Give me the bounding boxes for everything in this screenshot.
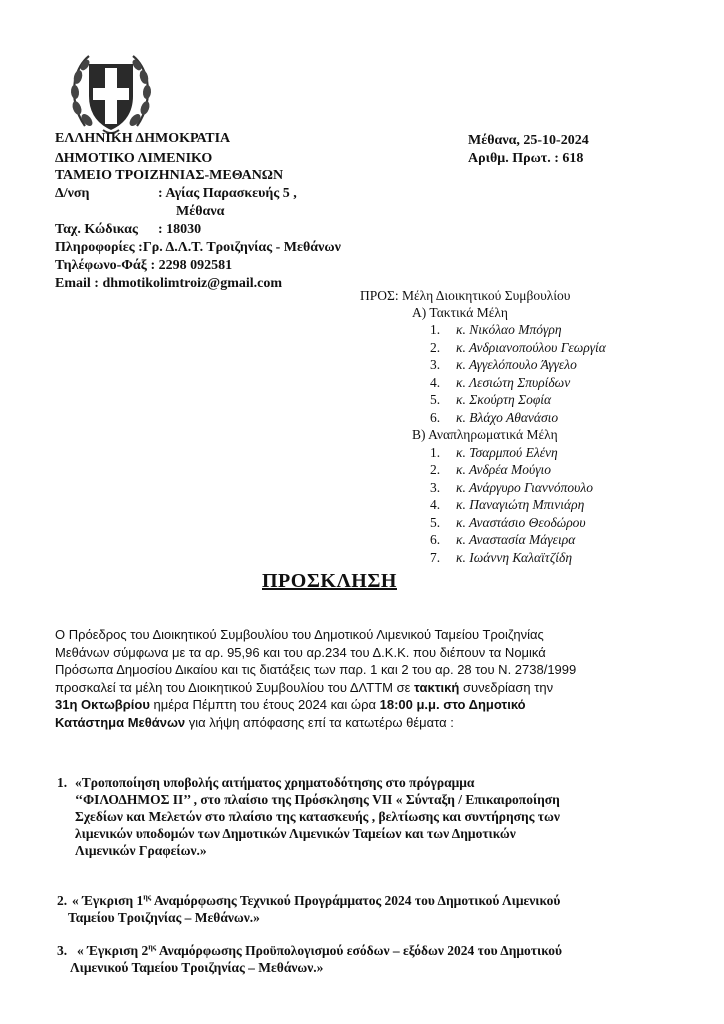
document-date: Μέθανα, 25-10-2024 bbox=[468, 133, 589, 148]
greek-coat-of-arms-emblem bbox=[65, 46, 157, 138]
agenda-item-line: Λιμενικού Ταμείου Τροιζηνίας – Μεθάνων.» bbox=[70, 960, 324, 975]
list-item: 3. κ. Ανάργυρο Γιαννόπουλο bbox=[430, 479, 593, 495]
body-line: Μεθάνων σύμφωνα με τα αρ. 95,96 και του αρ.234 του Δ.Κ.Κ. που διέπουν τα Νομικά bbox=[55, 644, 546, 660]
agenda-item-number: 1. bbox=[57, 775, 68, 790]
agenda-item-line: Λιμενικών Γραφείων.» bbox=[75, 843, 207, 858]
list-item: 4. κ. Παναγιώτη Μπινιάρη bbox=[430, 497, 585, 512]
body-line: προσκαλεί τα μέλη του Διοικητικού Συμβουλίου του ΔΛΤΤΜ σε τακτική συνεδρίαση την bbox=[55, 679, 554, 695]
body-line: Πρόσωπα Δημοσίου Δικαίου και τις διατάξεις των παρ. 1 και 2 του αρ. 28 του Ν. 2738/1999 bbox=[55, 662, 577, 677]
org-name-line: ΤΑΜΕΙΟ ΤΡΟΙΖΗΝΙΑΣ-ΜΕΘΑΝΩΝ bbox=[55, 168, 284, 183]
info-line: Πληροφορίες :Γρ. Δ.Λ.Τ. Τροιζηνίας - Μεθάνων bbox=[55, 240, 341, 255]
org-name-line: ΕΛΛΗΝΙΚΗ ΔΗΜΟΚΡΑΤΙΑ bbox=[55, 131, 231, 146]
email-line: Email : dhmotikolimtroiz@gmail.com bbox=[55, 276, 283, 291]
agenda-item-line: λιμενικών υποδομών των Δημοτικών Λιμενικών Ταμείων και των Δημοτικών bbox=[75, 826, 516, 841]
agenda-item-line: « Έγκριση $1^{\eta\varsigma}$ Αναμόρφωσης Τεχνικού Προγράμματος 2024 του Δημοτικού Λιμενικού bbox=[72, 892, 561, 908]
list-item: 3. κ. Αγγελόπουλο Άγγελο bbox=[430, 357, 577, 372]
list-item: 2. κ. Ανδρέα Μούγιο bbox=[430, 462, 552, 477]
postal-value: : 18030 bbox=[158, 222, 202, 237]
address-value: : Αγίας Παρασκευής 5 , bbox=[158, 186, 297, 201]
list-item: 5. κ. Αναστάσιο Θεοδώρου bbox=[430, 514, 586, 530]
list-item: 1. κ. Τσαρμπού Ελένη bbox=[430, 444, 558, 460]
org-name-line: ΔΗΜΟΤΙΚΟ ΛΙΜΕΝΙΚΟ bbox=[55, 151, 213, 166]
postal-label: Ταχ. Κώδικας bbox=[55, 222, 138, 237]
document-title: ΠΡΟΣΚΛΗΣΗ bbox=[262, 570, 397, 592]
agenda-item-line: ‘‘ΦΙΛΟΔΗΜΟΣ ΙΙ’’ , στο πλαίσιο της Πρόσκλησης VII « Σύνταξη / Επικαιροποίηση bbox=[75, 792, 560, 807]
list-item: 6. κ. Αναστασία Μάγειρα bbox=[430, 532, 576, 547]
body-line: Κατάστημα Μεθάνων για λήψη απόφασης επί τα κατωτέρω θέματα : bbox=[55, 714, 454, 730]
list-item: 5. κ. Σκούρτη Σοφία bbox=[430, 392, 552, 407]
agenda-item-line: Ταμείου Τροιζηνίας – Μεθάνων.» bbox=[68, 910, 260, 925]
agenda-item-number: 3. bbox=[57, 943, 68, 958]
body-line: Ο Πρόεδρος του Διοικητικού Συμβουλίου του Δημοτικού Λιμενικού Ταμείου Τροιζηνίας bbox=[55, 627, 544, 642]
list-item: 1. κ. Νικόλαο Μπόγρη bbox=[430, 322, 562, 337]
agenda-item-line: «Τροποποίηση υποβολής αιτήματος χρηματοδότησης στο πρόγραμμα bbox=[75, 775, 475, 790]
list-item: 7. κ. Ιωάννη Καλαϊτζίδη bbox=[430, 549, 573, 565]
agenda-item-number: 2. bbox=[57, 893, 68, 908]
phone-line: Τηλέφωνο-Φάξ : 2298 092581 bbox=[55, 258, 233, 273]
body-line: 31η Οκτωβρίου ημέρα Πέμπτη του έτους 2024 και ώρα 18:00 μ.μ. στο Δημοτικό bbox=[55, 697, 526, 712]
recipients-label: ΠΡΟΣ: Μέλη Διοικητικού Συμβουλίου bbox=[360, 288, 571, 303]
address-city: Μέθανα bbox=[176, 204, 225, 219]
group-b-title: Β) Αναπληρωματικά Μέλη bbox=[412, 427, 558, 442]
group-a-title: Α) Τακτικά Μέλη bbox=[412, 305, 508, 320]
list-item: 4. κ. Λεσιώτη Σπυρίδων bbox=[430, 374, 571, 390]
address-label: Δ/νση bbox=[55, 186, 90, 201]
list-item: 6. κ. Βλάχο Αθανάσιο bbox=[430, 409, 559, 425]
agenda-item-line: « Έγκριση $2^{\eta\varsigma}$ Αναμόρφωσης Προϋπολογισμού εσόδων – εξόδων 2024 του Δημοτικού bbox=[77, 942, 563, 958]
agenda-item-line: Σχεδίων και Μελετών στο πλαίσιο της κατασκευής , βελτίωσης και συντήρησης των bbox=[75, 809, 560, 824]
protocol-number: Αριθμ. Πρωτ. : 618 bbox=[468, 151, 584, 166]
list-item: 2. κ. Ανδριανοπούλου Γεωργία bbox=[430, 339, 606, 355]
